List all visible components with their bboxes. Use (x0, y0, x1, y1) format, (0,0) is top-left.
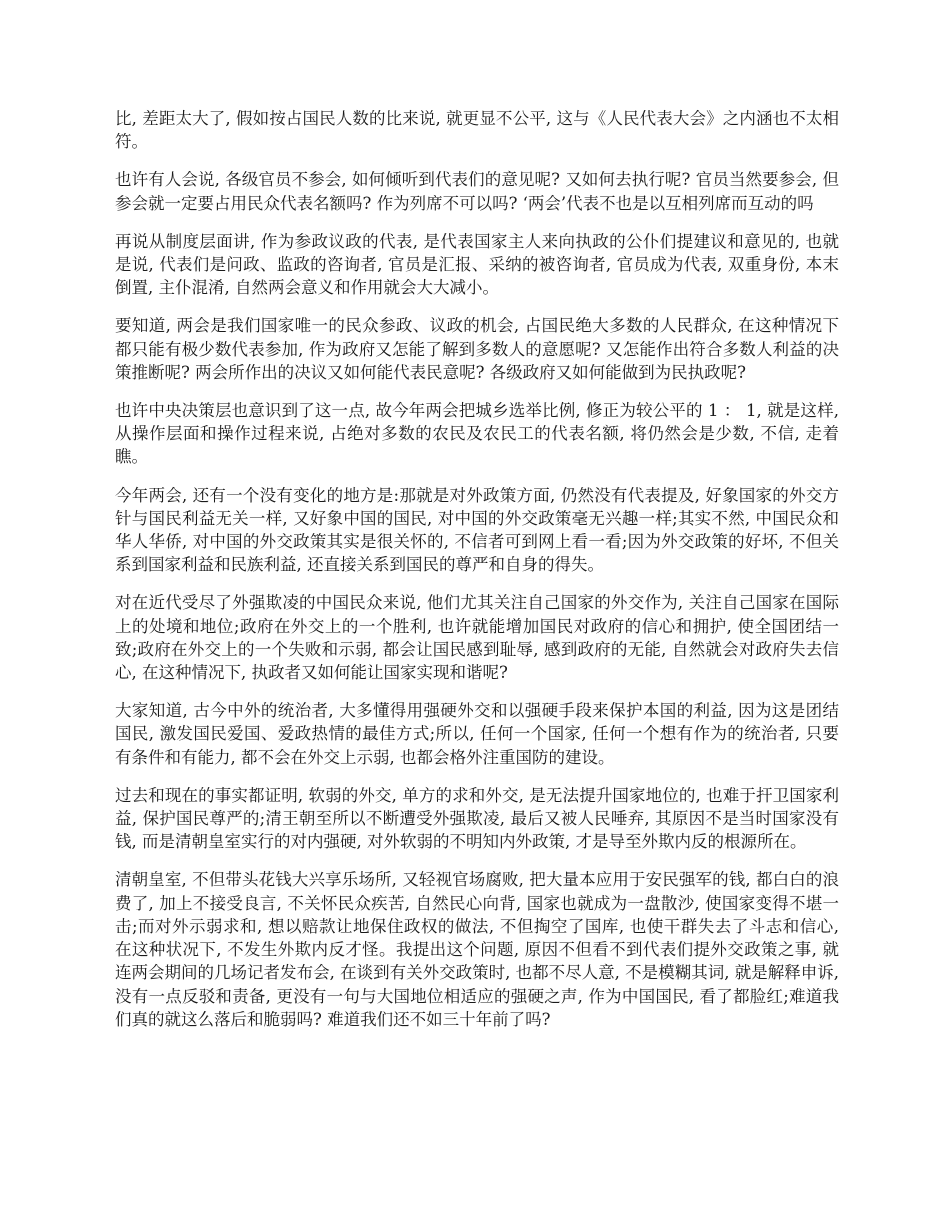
paragraph-7: 对在近代受尽了外强欺凌的中国民众来说, 他们尤其关注自己国家的外交作为, 关注自己国家在国际上的处境和地位;政府在外交上的一个胜利, 也许就能增加国民对政府的信心和拥护, 使全国团结一致;政府在外交上的一个失败和示弱, 都会让国民感到耻辱, 感到政府的无能, 自然就会对政府失去信心, 在这种情况下, 执政者又如何能让国家实现和谐呢? (115, 593, 839, 683)
document-body (115, 107, 839, 1046)
paragraph-1: 比, 差距太大了, 假如按占国民人数的比来说, 就更显不公平, 这与《人民代表大会》之内涵也不太相符。 (115, 109, 839, 152)
paragraph-8: 大家知道, 古今中外的统治者, 大多懂得用强硬外交和以强硬手段来保护本国的利益, 因为这是团结国民, 激发国民爱国、爱政热情的最佳方式;所以, 任何一个国家, 任何一个想有作为的统治者, 只要有条件和有能力, 都不会在外交上示弱, 也都会格外注重国防的建设。 (115, 701, 839, 767)
paragraph-3: 再说从制度层面讲, 作为参政议政的代表, 是代表国家主人来向执政的公仆们提建议和意见的, 也就是说, 代表们是问政、监政的咨询者, 官员是汇报、采纳的被咨询者, 官员成为代表, 双重身份, 本末倒置, 主仆混淆, 自然两会意义和作用就会大大减小。 (115, 231, 839, 298)
paragraph-5: 也许中央决策层也意识到了这一点, 故今年两会把城乡选举比例, 修正为较公平的 1 ： 1, 就是这样, 从操作层面和操作过程来说, 占绝对多数的农民及农民工的代表名额, 将仍然会是少数, 不信, 走着瞧。 (115, 401, 839, 467)
paragraph-9: 过去和现在的事实都证明, 软弱的外交, 单方的求和外交, 是无法提升国家地位的, 也难于扞卫国家利益, 保护国民尊严的;清王朝至所以不断遭受外强欺凌, 最后又被人民唾弃, 其原因不是当时国家没有钱, 而是清朝皇室实行的对内强硬, 对外软弱的不明知内外政策, 才是导至外欺内反的根源所在。 (115, 785, 839, 852)
paragraph-2: 也许有人会说, 各级官员不参会, 如何倾听到代表们的意见呢? 又如何去执行呢? 官员当然要参会, 但参会就一定要占用民众代表名额吗? 作为列席不可以吗? ‘两会’代表不也是以互相列席而互动的吗 (115, 170, 839, 213)
paragraph-10: 清朝皇室, 不但带头花钱大兴享乐场所, 又轻视官场腐败, 把大量本应用于安民强军的钱, 都白白的浪费了, 加上不接受良言, 不关怀民众疾苦, 自然民心向背, 国家也就成为一盘散沙, 使国家变得不堪一击;而对外示弱求和, 想以赔款让地保住政权的做法, 不但掏空了国库, 也使干群失去了斗志和信心, 在这种状况下, 不发生外欺内反才怪。我提出这个问题, 原因不但看不到代表们提外交政策之事, 就连两会期间的几场记者发布会, 在谈到有关外交政策时, 也都不尽人意, 不是模糊其词, 就是解释申诉, 没有一点反驳和责备, 更没有一句与大国地位相适应的强硬之声, 作为中国国民, 看了都脸红;难道我们真的就这么落后和脆弱吗? 难道我们还不如三十年前了吗? (115, 870, 839, 1029)
paragraph-4: 要知道, 两会是我们国家唯一的民众参政、议政的机会, 占国民绝大多数的人民群众, 在这种情况下都只能有极少数代表参加, 作为政府又怎能了解到多数人的意愿呢? 又怎能作出符合多数人利益的决策推断呢? 两会所作出的决议又如何能代表民意呢? 各级政府又如何能做到为民执政呢? (115, 316, 839, 382)
paragraph-6: 今年两会, 还有一个没有变化的地方是:那就是对外政策方面, 仍然没有代表提及, 好象国家的外交方针与国民利益无关一样, 又好象中国的国民, 对中国的外交政策毫无兴趣一样;其实不然, 中国民众和华人华侨, 对中国的外交政策其实是很关怀的, 不信者可到网上看一看;因为外交政策的好坏, 不但关系到国家利益和民族利益, 还直接关系到国民的尊严和自身的得失。 (115, 485, 839, 575)
